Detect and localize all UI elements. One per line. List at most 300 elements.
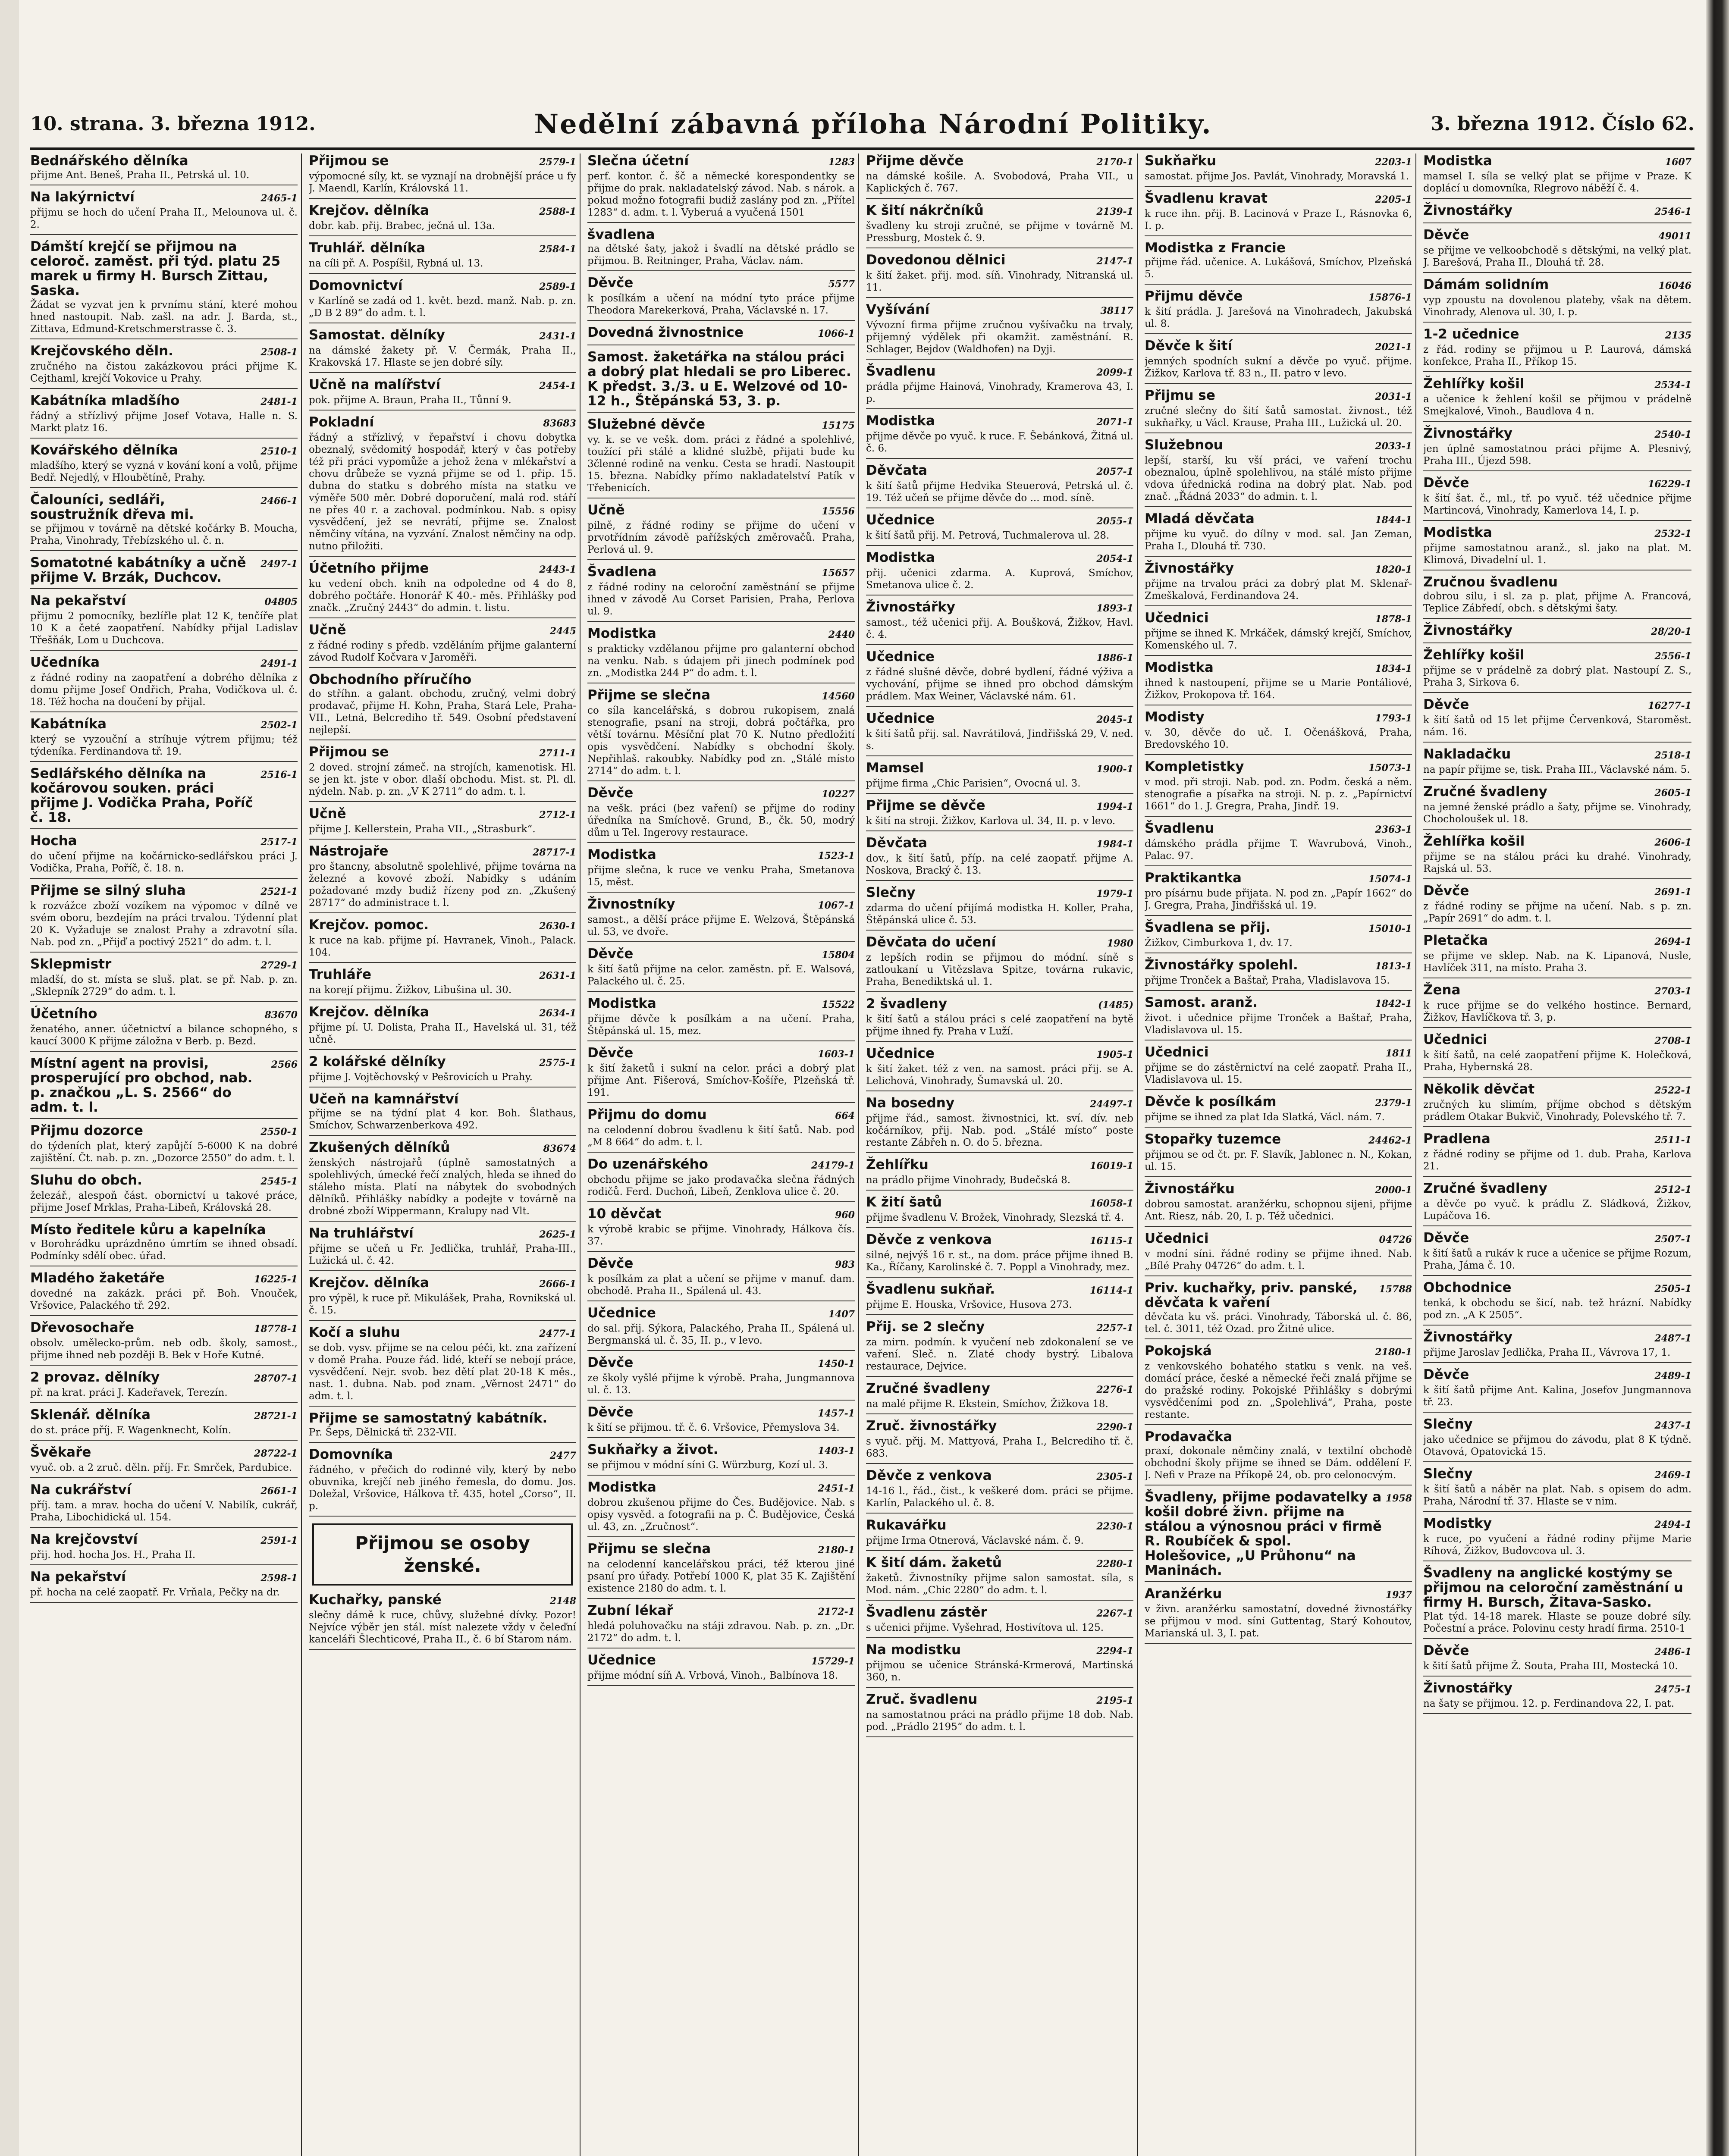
ad-title-row bbox=[587, 1046, 855, 1062]
ad-title: Domovníka bbox=[309, 1447, 393, 1462]
ad-body: praxí, dokonale němčiny znalá, v textilní obchodě obchodní školy přijme se ihned se Dám. oddělení F. J. Nefi v Praze na Příkopě 24, ob. pro celonocvým. bbox=[1145, 1445, 1412, 1481]
classified-ad bbox=[309, 844, 576, 913]
ad-code: 14560 bbox=[822, 691, 855, 702]
ad-title: Švadlena bbox=[587, 564, 657, 580]
ad-title: Živnostářky spolehl. bbox=[1145, 957, 1298, 973]
ad-title: Živnostářky bbox=[1145, 561, 1234, 576]
ad-body: na malé přijme R. Ekstein, Smíchov, Žižkova 18. bbox=[866, 1398, 1108, 1410]
ad-body: se přijmou v módní síni G. Würzburg, Kozí ul. 3. bbox=[587, 1460, 828, 1471]
ad-title: Sluhu do obch. bbox=[30, 1172, 142, 1188]
ad-title: Děvče bbox=[1423, 475, 1469, 491]
ad-body: př. na krat. práci J. Kadeřavek, Terezín. bbox=[30, 1387, 228, 1398]
classified-ad bbox=[866, 1096, 1133, 1153]
ad-code: 1893-1 bbox=[1096, 603, 1133, 614]
ad-title-row bbox=[309, 745, 576, 761]
ad-title: Modistka bbox=[866, 550, 935, 565]
classified-ad bbox=[1423, 1280, 1691, 1326]
ad-title-row bbox=[1423, 747, 1691, 763]
classified-ad bbox=[1423, 983, 1691, 1028]
classified-ad bbox=[30, 766, 298, 829]
classified-ad bbox=[866, 1419, 1133, 1464]
ad-code: 2729-1 bbox=[260, 960, 298, 971]
ad-code: 15073-1 bbox=[1368, 762, 1412, 774]
ad-code: 2437-1 bbox=[1654, 1420, 1691, 1431]
ad-title: Stopařky tuzemce bbox=[1145, 1131, 1281, 1147]
ad-title-row bbox=[1423, 834, 1691, 850]
classified-ad bbox=[1423, 327, 1691, 372]
ad-title: Učednice bbox=[866, 1046, 935, 1061]
ad-code: 2148 bbox=[549, 1595, 576, 1607]
ad-title-row bbox=[1423, 203, 1691, 219]
ad-body: k šití šatů a stálou práci s celé zaopatření na bytě přijme ihned fy. Praha v Luží. bbox=[866, 1014, 1133, 1037]
classified-ad bbox=[587, 786, 855, 843]
ad-body: a děvče po vyuč. k prádlu Z. Sládková, Žižkov, Lupáčova 16. bbox=[1423, 1198, 1691, 1222]
ad-title-row bbox=[587, 227, 855, 242]
ad-code: 2305-1 bbox=[1096, 1471, 1133, 1482]
classified-ad bbox=[866, 1381, 1133, 1414]
ad-title-row bbox=[866, 1157, 1133, 1173]
ad-title: Děvče bbox=[587, 785, 634, 801]
ad-code: 2205-1 bbox=[1375, 194, 1412, 205]
ad-title: Děvče k posílkám bbox=[1145, 1094, 1277, 1109]
ad-code: 2021-1 bbox=[1375, 342, 1412, 353]
ad-body: přijme se na týdní plat 4 kor. Boh. Šlathaus, Smíchov, Schwarzenberkova 492. bbox=[309, 1108, 576, 1131]
classified-ad bbox=[587, 417, 855, 498]
ad-body: ženatého, anner. účetnictví a bilance schopného, s kaucí 3000 K přijme záložna v Berb. p. Bezd. bbox=[30, 1024, 298, 1047]
ad-code: 1067-1 bbox=[818, 900, 855, 911]
classified-ad bbox=[1423, 834, 1691, 879]
ad-title-row bbox=[1145, 821, 1412, 837]
classified-ad bbox=[1423, 1681, 1691, 1714]
classified-ad bbox=[309, 1140, 576, 1222]
ad-body: železář., alespoň část. obornictví u takové práce, přijme Josef Mrklas, Praha-Libeň, Královská 28. bbox=[30, 1190, 298, 1213]
classified-ad bbox=[587, 325, 855, 345]
ad-title-row bbox=[30, 1370, 298, 1386]
ad-body: silné, nejvýš 16 r. st., na dom. práce přijme ihned B. Ka., Říčany, Karolinské č. 7. Poppl a Vinohrady, mez. bbox=[866, 1250, 1133, 1273]
ad-title-row bbox=[587, 1603, 855, 1619]
ad-code: 16115-1 bbox=[1090, 1235, 1133, 1247]
ad-body: přijme se učeň u Fr. Jedlička, truhlář, Praha-III., Lužická ul. č. 42. bbox=[309, 1243, 576, 1266]
classified-ad bbox=[1423, 1330, 1691, 1363]
ad-code: 2512-1 bbox=[1654, 1184, 1691, 1195]
ad-title-row bbox=[1423, 228, 1691, 244]
ad-body: do stříhn. a galant. obchodu, zručný, velmi dobrý prodavač, přijme H. Kohn, Praha, Stará Lele, Praha-VII., Letná, Belcrediho tř. 549. Osobní představení nejlepší. bbox=[309, 688, 576, 736]
ad-code: 83674 bbox=[543, 1143, 576, 1154]
ad-title-row bbox=[587, 1480, 855, 1496]
ad-title-row bbox=[1423, 1032, 1691, 1048]
ad-title: Učně bbox=[587, 502, 625, 518]
ad-title-row bbox=[30, 717, 298, 733]
ad-title-row bbox=[1145, 1429, 1412, 1444]
ad-code: 2172-1 bbox=[818, 1606, 855, 1617]
ad-body: k šití prádla. J. Jarešová na Vinohradech, Jakubská ul. 8. bbox=[1145, 306, 1412, 329]
classified-ad bbox=[1423, 154, 1691, 199]
ad-title-row bbox=[309, 1092, 576, 1106]
ad-code: 2469-1 bbox=[1654, 1470, 1691, 1481]
ad-title-row bbox=[866, 935, 1133, 951]
ad-code: (1485) bbox=[1098, 1000, 1133, 1011]
ad-title-row bbox=[587, 996, 855, 1012]
classified-ad bbox=[587, 564, 855, 622]
ad-title: Kuchařky, panské bbox=[309, 1592, 442, 1608]
ad-title: Děvče z venkova bbox=[866, 1232, 992, 1247]
ad-title-row bbox=[309, 967, 576, 983]
classified-ad bbox=[30, 154, 298, 185]
ad-body: k šití na stroji. Žižkov, Karlova ul. 34, II. p. v levo. bbox=[866, 815, 1116, 827]
classified-ad bbox=[587, 1046, 855, 1103]
ad-title: Děvče bbox=[1423, 883, 1469, 899]
ad-code: 960 bbox=[835, 1210, 855, 1221]
ad-title: K šití nákrčníků bbox=[866, 203, 984, 218]
ad-title-row bbox=[30, 239, 298, 298]
classified-ad bbox=[30, 190, 298, 235]
ad-title-row bbox=[1145, 1181, 1412, 1197]
ad-code: 2475-1 bbox=[1654, 1684, 1691, 1695]
ad-body: zručných ku slimím, příjme obchod s dětským prádlem Otakar Bukvič, Vinohrady, Polevského tř. 7. bbox=[1423, 1099, 1691, 1122]
ad-title: Několik děvčat bbox=[1423, 1081, 1535, 1097]
ad-body: dovedné na zakázk. práci př. Boh. Vnouček, Vršovice, Palackého tř. 292. bbox=[30, 1288, 298, 1311]
ad-body: na dámské košile. A. Svobodová, Praha VII., u Kaplických č. 767. bbox=[866, 171, 1133, 194]
ad-title-row bbox=[1145, 710, 1412, 726]
ad-title-row bbox=[1423, 1367, 1691, 1383]
ad-title-row bbox=[1423, 1417, 1691, 1433]
ad-title-row bbox=[30, 1320, 298, 1336]
classified-ad bbox=[866, 1692, 1133, 1737]
ad-title: Obchodnice bbox=[1423, 1280, 1512, 1295]
ad-title-row bbox=[1145, 995, 1412, 1011]
ad-title: Přijmu děvče bbox=[1145, 288, 1243, 304]
ad-title: Švadlenu sukňař. bbox=[866, 1282, 995, 1297]
ad-title-row bbox=[587, 1206, 855, 1222]
ad-body: přijme se na stálou práci ku drahé. Vinohrady, Rajská ul. 53. bbox=[1423, 851, 1691, 874]
ad-title: Učně bbox=[309, 806, 346, 821]
classified-ad bbox=[1423, 1032, 1691, 1078]
ad-title-row bbox=[1145, 191, 1412, 207]
ad-title-row bbox=[866, 1282, 1133, 1298]
ad-body: žaketů. Živnostníky přijme salon samostat. síla, s Mod. nám. „Chic 2280“ do adm. t. l. bbox=[866, 1573, 1133, 1596]
ad-title: Děvče bbox=[587, 1404, 634, 1420]
header-left: 10. strana. 3. března 1912. bbox=[30, 113, 316, 135]
classified-ad bbox=[30, 344, 298, 389]
ad-title: Na lakýrnictví bbox=[30, 189, 135, 205]
classified-ad bbox=[30, 593, 298, 651]
ad-title-row bbox=[866, 1195, 1133, 1211]
classified-ad bbox=[309, 1411, 576, 1443]
ad-code: 2486-1 bbox=[1654, 1646, 1691, 1658]
classified-ad bbox=[309, 278, 576, 323]
ad-title: 2 švadleny bbox=[866, 996, 948, 1012]
ad-title-row bbox=[30, 1173, 298, 1189]
ad-body: přijme módní síň A. Vrbová, Vinoh., Balbínova 18. bbox=[587, 1670, 838, 1681]
ad-body: pro výpěl, k ruce př. Mikulášek, Praha, Rovnikská ul. č. 15. bbox=[309, 1293, 576, 1316]
ad-code: 83670 bbox=[264, 1009, 298, 1021]
ad-title-row bbox=[30, 555, 298, 585]
ad-title-row bbox=[1145, 759, 1412, 775]
ad-code: 2502-1 bbox=[260, 720, 298, 731]
classified-ad bbox=[1145, 1132, 1412, 1177]
ad-title: Děvče bbox=[1423, 697, 1469, 712]
ad-code: 04726 bbox=[1379, 1234, 1412, 1245]
ad-title-row bbox=[587, 154, 855, 169]
ad-body: k ruce, po vyučení a řádné rodiny přijme Marie Ríhová, Žižkov, Budovcova ul. 3. bbox=[1423, 1533, 1691, 1557]
ad-body: přijme J. Kellerstein, Praha VII., „Strasburk“. bbox=[309, 824, 536, 835]
ad-title: Modistka bbox=[587, 996, 656, 1011]
ad-title: Krejčov. pomoc. bbox=[309, 917, 429, 933]
ad-title: Domovnictví bbox=[309, 278, 403, 293]
ad-title: Děvče bbox=[1423, 1367, 1469, 1382]
ad-code: 1403-1 bbox=[818, 1445, 855, 1457]
classified-ad bbox=[587, 946, 855, 992]
ad-body: z řádné rodiny na celoroční zaměstnání se přijme ihned v závodě Au Corset Parisien, Praha, Perlova ul. 9. bbox=[587, 582, 855, 617]
ad-title: Děvče bbox=[587, 1256, 634, 1271]
ad-code: 2440 bbox=[828, 629, 855, 640]
ad-code: 1283 bbox=[828, 157, 855, 168]
classified-ad bbox=[30, 957, 298, 1002]
ad-title: Modistka z Francie bbox=[1145, 240, 1286, 256]
classified-ad bbox=[587, 276, 855, 321]
ad-code: 2505-1 bbox=[1654, 1283, 1691, 1294]
ad-body: život. i učednice přijme Tronček a Baštař, Praha, Vladislavova ul. 15. bbox=[1145, 1012, 1412, 1036]
ad-code: 2497-1 bbox=[260, 558, 298, 570]
ad-title-row bbox=[1423, 1467, 1691, 1482]
ad-title: Děvčata bbox=[866, 835, 927, 851]
ad-body: jen úplně samostatnou práci přijme A. Plesnivý, Praha III., Újezd 598. bbox=[1423, 443, 1691, 467]
classified-ad bbox=[1423, 426, 1691, 471]
classified-ad bbox=[1145, 191, 1412, 236]
ad-title-row bbox=[866, 885, 1133, 901]
ad-code: 15788 bbox=[1379, 1284, 1412, 1295]
ad-body: výpomocné síly, kt. se vyznají na drobnější práce u fy J. Maendl, Karlín, Královská 11. bbox=[309, 171, 576, 194]
ad-code: 2556-1 bbox=[1654, 651, 1691, 662]
ad-body: Žádat se vyzvat jen k prvnímu stání, které mohou hned nastoupit. Nab. zašl. na adr. J. Barda, st., Zittava, Edmund-Kretschmerstrasse č. 3. bbox=[30, 299, 298, 335]
ad-title: švadlena bbox=[587, 227, 655, 242]
ad-title: Truhláře bbox=[309, 967, 372, 982]
classified-ad bbox=[309, 203, 576, 236]
ad-title: Přijmu se slečna bbox=[587, 1541, 711, 1557]
classified-ad bbox=[866, 1468, 1133, 1514]
classified-ad bbox=[866, 550, 1133, 595]
classified-ad bbox=[30, 1056, 298, 1119]
ad-title: Zručnou švadlenu bbox=[1423, 574, 1558, 590]
ad-code: 16019-1 bbox=[1090, 1160, 1133, 1172]
ad-code: 1844-1 bbox=[1375, 514, 1412, 526]
ad-title-row bbox=[866, 1046, 1133, 1062]
ad-title-row bbox=[30, 190, 298, 206]
ad-body: příj. tam. a mrav. hocha do učení V. Nabilík, cukrář, Praha, Libochidická ul. 154. bbox=[30, 1500, 298, 1523]
ad-title: Dřevosochaře bbox=[30, 1320, 134, 1335]
ad-code: 2522-1 bbox=[1654, 1085, 1691, 1096]
ad-title-row bbox=[30, 1570, 298, 1586]
ad-code: 2031-1 bbox=[1375, 391, 1412, 402]
ad-body: k šití žaketů i sukní na celor. práci a dobrý plat přijme Ant. Fišerová, Smíchov-Košíře, Plzeňská tř. 191. bbox=[587, 1063, 855, 1098]
ad-title-row bbox=[30, 154, 298, 168]
classified-ad bbox=[309, 1325, 576, 1407]
classified-ad bbox=[866, 253, 1133, 298]
ad-title-row bbox=[1423, 1566, 1691, 1610]
ad-body: z řádné rodiny s předb. vzděláním přijme galanterní závod Rudolf Kočvara v Jaroměři. bbox=[309, 640, 576, 663]
ad-code: 2598-1 bbox=[260, 1573, 298, 1584]
ad-body: přijmou se učenice Stránská-Krmerová, Martinská 360, n. bbox=[866, 1660, 1133, 1683]
ad-code: 1811 bbox=[1385, 1048, 1412, 1059]
ad-code: 2661-1 bbox=[260, 1485, 298, 1497]
ad-body: k šití šatů přijme Hedvika Steuerová, Petrská ul. č. 19. Též učeň se přijme děvče do ... mod. síně. bbox=[866, 480, 1133, 504]
classified-ad bbox=[30, 1407, 298, 1441]
ad-code: 2451-1 bbox=[818, 1483, 855, 1494]
ad-title-row bbox=[587, 1157, 855, 1173]
classified-ad bbox=[1145, 1344, 1412, 1425]
ad-title-row bbox=[1423, 575, 1691, 589]
ad-title: Účetního bbox=[30, 1006, 97, 1022]
ad-title-row bbox=[309, 1140, 576, 1156]
ad-body: se dob. vysv. přijme se na celou péči, kt. zna zařízení v domě Praha. Pouze řád. lidé, kteří se nebojí práce, vysvědčení. Nejr. svob. bez dětí plat 20-18 K měs., nast. 1. dubna. Nab. pod znam. „Věrnost 2471“ do adm. t. l. bbox=[309, 1342, 576, 1402]
ad-title-row bbox=[30, 443, 298, 459]
ad-code: 15657 bbox=[822, 567, 855, 579]
ad-body: přijme se ihned za plat Ida Slatká, Václ. nám. 7. bbox=[1145, 1112, 1385, 1123]
ad-title: Modistka bbox=[587, 847, 656, 862]
ad-title: Mladého žaketáře bbox=[30, 1270, 165, 1286]
ad-title: Mamsel bbox=[866, 760, 924, 776]
ad-code: 15876-1 bbox=[1368, 292, 1412, 303]
ad-title: Místo ředitele kůru a kapelníka bbox=[30, 1222, 266, 1238]
ad-code: 2454-1 bbox=[539, 380, 576, 392]
ad-body: na cíli př. A. Pospíšil, Rybná ul. 13. bbox=[309, 258, 483, 269]
ad-body: do sal. přij. Sýkora, Palackého, Praha II., Spálená ul. Bergmanská ul. č. 35, II. p., v levo. bbox=[587, 1323, 855, 1346]
ad-title: Zkušených dělníků bbox=[309, 1140, 450, 1155]
ad-title-row bbox=[587, 1653, 855, 1669]
ad-title-row bbox=[1423, 1181, 1691, 1197]
ad-title-row bbox=[1145, 1045, 1412, 1061]
ad-title: Švadleny, přijme podavatelky a košil dobré živn. přijme na stálou a výnosnou práci v firmě R. Roubíček & spol. Holešovice, „U Průhonu“ na Maninách. bbox=[1145, 1489, 1382, 1578]
ad-title-row bbox=[866, 761, 1133, 777]
ad-body: hledá poluhovačku na stáji zdravou. Nab. p. zn. „Dr. 2172“ do adm. t. l. bbox=[587, 1620, 855, 1644]
ad-body: v živn. aranžérku samostatní, dovedné živnostářky se přijmou v mod. síni Guttentag, Starý Kohoutov, Marianská ul. 3, I. pat. bbox=[1145, 1604, 1412, 1639]
ad-title-row bbox=[30, 344, 298, 360]
ad-title-row bbox=[1423, 1643, 1691, 1659]
ad-body: z řád. rodiny se přijmou u P. Laurová, dámská konfekce, Praha II., Příkop 15. bbox=[1423, 344, 1691, 367]
ad-title-row bbox=[587, 325, 855, 341]
ad-body: se přijme ve sklep. Nab. na K. Lipanová, Nusle, Havlíček 311, na místo. Praha 3. bbox=[1423, 950, 1691, 974]
classified-ad bbox=[587, 1206, 855, 1252]
classified-ad bbox=[309, 561, 576, 618]
ad-code: 2510-1 bbox=[260, 446, 298, 457]
classified-ad bbox=[1423, 1516, 1691, 1561]
ad-code: 2180-1 bbox=[1375, 1347, 1412, 1358]
ad-body: přijme Jaroslav Jedlička, Praha II., Vávrova 17, 1. bbox=[1423, 1347, 1671, 1358]
ad-title: Pokladní bbox=[309, 414, 374, 430]
ad-title: Učednici bbox=[1145, 1044, 1209, 1060]
classified-ad bbox=[866, 711, 1133, 756]
ad-title-row bbox=[309, 1275, 576, 1291]
ad-title-row bbox=[866, 1319, 1133, 1335]
ad-code: 2294-1 bbox=[1096, 1645, 1133, 1657]
ad-body: k šití šatů a rukáv k ruce a učenice se přijme Rozum, Praha, Jáma č. 10. bbox=[1423, 1248, 1691, 1271]
ad-code: 2518-1 bbox=[1654, 750, 1691, 761]
column-3 bbox=[587, 154, 859, 2156]
ad-title: Přijmu se bbox=[1145, 388, 1215, 403]
ad-title: Učednici bbox=[1145, 610, 1209, 626]
classified-ad bbox=[1423, 697, 1691, 743]
ad-body: přijme řád., samost. živnostnici, kt. sví. dív. neb kočárníkov, přij. Nab. pod. „Stálé místo“ poste restante Zábřeh n. O. do 5. března. bbox=[866, 1113, 1133, 1148]
ad-body: Pr. Šeps, Dělnická tř. 232-VII. bbox=[309, 1427, 457, 1438]
ad-body: jemných spodních sukní a děvče po vyuč. přijme. Žižkov, Karlova tř. 83 n., II. patro v levo. bbox=[1145, 356, 1412, 379]
ad-body: mladšího, který se vyzná v kování koní a volů, přijme Bedř. Nejedlý, v Hloubětíně, Prahy. bbox=[30, 460, 298, 483]
ad-code: 2584-1 bbox=[539, 244, 576, 255]
ad-code: 2691-1 bbox=[1654, 887, 1691, 898]
ad-title-row bbox=[30, 834, 298, 849]
ad-title-row bbox=[866, 600, 1133, 616]
ad-title-row bbox=[30, 1222, 298, 1237]
ad-code: 1937 bbox=[1385, 1589, 1412, 1601]
ad-body: k šití se přijmou. tř. č. 6. Vršovice, Přemyslova 34. bbox=[587, 1422, 840, 1433]
ad-title-row bbox=[1423, 154, 1691, 169]
ad-title-row bbox=[309, 154, 576, 169]
ad-body: zručné slečny do šití šatů samostat. živnost., též sukňařky, u Václ. Krause, Praha III., Lužická ul. 20. bbox=[1145, 405, 1412, 429]
ad-title-row bbox=[866, 798, 1133, 814]
ad-title-row bbox=[1145, 154, 1412, 169]
ad-code: 16114-1 bbox=[1090, 1285, 1133, 1296]
classified-ad bbox=[1423, 747, 1691, 780]
classified-ad bbox=[1423, 784, 1691, 830]
ad-title: Mladá děvčata bbox=[1145, 511, 1255, 526]
ad-body: k výrobě krabic se přijme. Vinohrady, Hálkova čís. 37. bbox=[587, 1224, 855, 1247]
ad-title-row bbox=[866, 1381, 1133, 1397]
ad-title-row bbox=[1423, 1082, 1691, 1098]
ad-code: 1407 bbox=[828, 1309, 855, 1320]
ad-title-row bbox=[587, 350, 855, 408]
ad-code: 2465-1 bbox=[260, 193, 298, 204]
ad-body: pro písárnu bude přijata. N. pod zn. „Papír 1662“ do J. Gregra, Praha, Jindřišská ul. 19. bbox=[1145, 888, 1412, 911]
ad-title-row bbox=[1145, 1344, 1412, 1360]
ad-code: 2708-1 bbox=[1654, 1035, 1691, 1047]
ad-body: přijme na trvalou práci za dobrý plat M. Sklenař-Zmeškalová, Ferdinandova 24. bbox=[1145, 578, 1412, 602]
ad-code: 1834-1 bbox=[1375, 663, 1412, 674]
ad-title: Čalouníci, sedláři, soustružník dřeva mi. bbox=[30, 492, 194, 522]
classified-ad bbox=[866, 1518, 1133, 1551]
classified-ad bbox=[1145, 289, 1412, 334]
classified-ad bbox=[587, 154, 855, 223]
ad-title-row bbox=[587, 1542, 855, 1557]
ad-title: Modistka bbox=[1423, 154, 1492, 169]
ad-body: na korejí přijmu. Žižkov, Libušina ul. 30. bbox=[309, 984, 512, 996]
ad-title-row bbox=[309, 1592, 576, 1608]
ad-code: 2195-1 bbox=[1096, 1695, 1133, 1706]
classified-ad bbox=[309, 672, 576, 740]
ad-title-row bbox=[587, 1306, 855, 1322]
ad-code: 2532-1 bbox=[1654, 528, 1691, 539]
classified-ad bbox=[866, 1642, 1133, 1688]
ad-body: děvčata ku vš. práci. Vinohrady, Táborská ul. č. 86, tel. č. 3011, též Ozad. pro Žitné ulice. bbox=[1145, 1311, 1412, 1335]
ad-body: na dámské žakety př. V. Čermák, Praha II., Krakovská 17. Hlaste se jen dobré síly. bbox=[309, 345, 576, 368]
ad-code: 2477-1 bbox=[539, 1328, 576, 1339]
classified-ad bbox=[587, 1157, 855, 1202]
ad-code: 2517-1 bbox=[260, 837, 298, 848]
ad-code: 2625-1 bbox=[539, 1229, 576, 1240]
classified-ad bbox=[309, 745, 576, 802]
classified-ad bbox=[1145, 1490, 1412, 1582]
ad-body: k šití šatů přijme na celor. zaměstn. př. E. Walsová, Palackého ul. č. 25. bbox=[587, 964, 855, 987]
ad-title: Modistka bbox=[587, 1479, 656, 1495]
classified-ad bbox=[309, 377, 576, 411]
ad-body: přijme se do zástěrnictví na celé zaopatř. Praha II., Vladislavova ul. 15. bbox=[1145, 1062, 1412, 1085]
classified-ad bbox=[866, 154, 1133, 199]
ad-title: Modistka bbox=[587, 626, 656, 641]
classified-ad bbox=[1423, 648, 1691, 693]
ad-title-row bbox=[866, 1468, 1133, 1484]
ad-title: Slečny bbox=[866, 885, 916, 900]
ad-title-row bbox=[587, 1442, 855, 1458]
ad-title-row bbox=[866, 1692, 1133, 1708]
ad-title: 10 děvčat bbox=[587, 1206, 662, 1222]
